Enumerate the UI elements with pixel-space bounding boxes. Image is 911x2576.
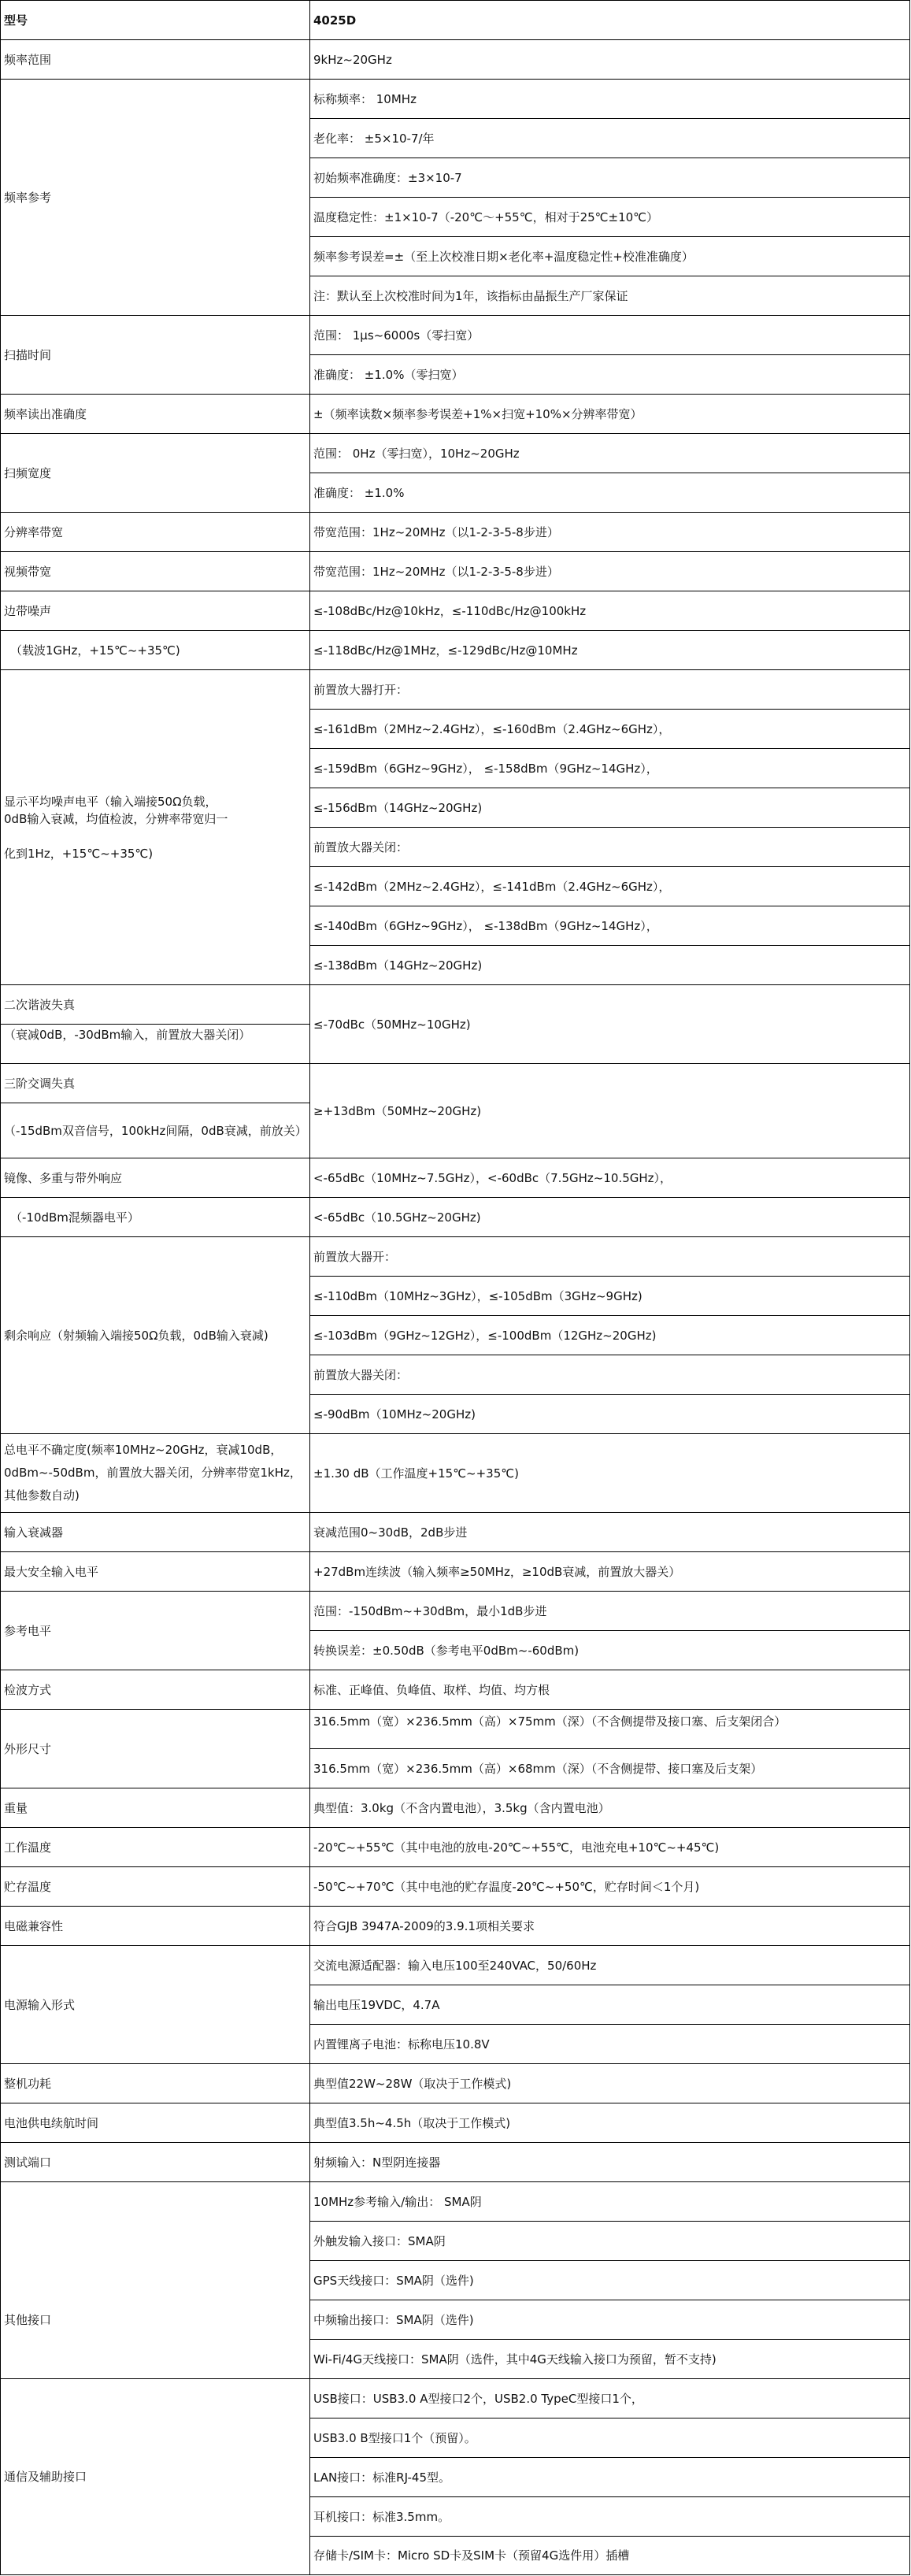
- row-value: [309, 1394, 910, 1434]
- value-text: 典型值：3.0kg（不含内置电池），3.5kg（含内置电池）: [313, 1800, 610, 1815]
- value-text: Wi-Fi/4G天线接口：SMA阴（选件，其中4G天线输入接口为预留，暂不支持): [313, 2352, 717, 2367]
- row-label-phase-noise: [0, 591, 310, 631]
- value-text: USB3.0 B型接口1个（预留）。: [313, 2430, 476, 2445]
- row-label-span: [0, 433, 310, 513]
- row-value: [309, 2457, 910, 2497]
- row-value: [309, 1906, 910, 1946]
- row-label-battery-life: [0, 2103, 310, 2143]
- row-value: [309, 906, 910, 946]
- row-label-dimensions: [0, 1709, 310, 1788]
- value-text: ≤-142dBm（2MHz~2.4GHz），≤-141dBm（2.4GHz~6GHz），: [313, 879, 671, 894]
- row-value: [309, 1512, 910, 1552]
- value-text: 中频输出接口：SMA阴（选件): [313, 2312, 474, 2327]
- row-label-max-safe-input: [0, 1551, 310, 1592]
- row-value: [309, 1315, 910, 1355]
- row-value: [309, 1945, 910, 1985]
- row-value: [309, 945, 910, 985]
- label-line: 0dB输入衰减，均值检波，分辨率带宽归一: [4, 811, 228, 826]
- row-value: [309, 1748, 910, 1788]
- row-label: 扫描时间: [4, 347, 52, 362]
- row-value: [309, 709, 910, 749]
- row-label-toi: [0, 1063, 310, 1103]
- label-line: 显示平均噪声电平（输入端接50Ω负载，: [4, 794, 217, 809]
- row-value: [309, 984, 910, 1064]
- row-label-image-response: [0, 1158, 310, 1198]
- row-value: [309, 866, 910, 906]
- row-label-test-port: [0, 2142, 310, 2182]
- row-label: 电池供电续航时间: [4, 2115, 99, 2130]
- row-value: [309, 1433, 910, 1513]
- row-label: 分辨率带宽: [4, 524, 64, 539]
- value-text: ≤-161dBm（2MHz~2.4GHz），≤-160dBm（2.4GHz~6GHz），: [313, 721, 671, 736]
- value-text: ≤-138dBm（14GHz~20GHz): [313, 958, 483, 973]
- value-text: ≥+13dBm（50MHz~20GHz): [313, 1103, 482, 1118]
- row-label-frequency-readout-accuracy: [0, 394, 310, 434]
- value-text: 衰减范围0~30dB，2dB步进: [313, 1525, 468, 1540]
- value-text: GPS天线接口：SMA阴（选件): [313, 2273, 474, 2288]
- value-text: -20℃~+55℃（其中电池的放电-20℃~+55℃，电池充电+10℃~+45℃): [313, 1840, 720, 1855]
- value-text: 316.5mm（宽）×236.5mm（高）×75mm（深）（不含侧提带及接口塞、后支架闭合）: [313, 1714, 787, 1729]
- row-label-mixer-level: [0, 1197, 310, 1237]
- row-value: [309, 551, 910, 591]
- value-text: ≤-108dBc/Hz@10kHz，≤-110dBc/Hz@100kHz: [313, 603, 587, 618]
- row-value: [309, 1788, 910, 1828]
- row-label-power-input: [0, 1945, 310, 2064]
- row-label: 镜像、多重与带外响应: [4, 1170, 123, 1185]
- value-text: ±1.30 dB（工作温度+15℃~+35℃): [313, 1466, 519, 1481]
- value-text: 转换误差：±0.50dB（参考电平0dBm~-60dBm): [313, 1643, 580, 1658]
- row-label: 其他接口: [4, 2312, 52, 2327]
- row-value: [309, 1866, 910, 1907]
- row-value: [309, 788, 910, 828]
- value-text: 温度稳定性：±1×10-7（-20℃～+55℃，相对于25℃±10℃）: [313, 209, 659, 224]
- row-label-frequency-reference: [0, 79, 310, 316]
- value-text: 准确度： ±1.0%: [313, 485, 405, 500]
- value-text: 存储卡/SIM卡：Micro SD卡及SIM卡（预留4G选件用）插槽: [313, 2548, 630, 2563]
- value-text: 带宽范围：1Hz~20MHz（以1-2-3-5-8步进）: [313, 564, 559, 579]
- row-label-weight: [0, 1788, 310, 1828]
- row-value: [309, 197, 910, 237]
- row-label: 频率读出准确度: [4, 406, 87, 421]
- row-label: 频率参考: [4, 190, 52, 205]
- value-text: 前置放大器开：: [313, 1249, 397, 1264]
- value-text: 内置锂离子电池：标称电压10.8V: [313, 2037, 490, 2052]
- row-value: [309, 748, 910, 788]
- value-text: 符合GJB 3947A-2009的3.9.1项相关要求: [313, 1918, 535, 1933]
- row-label-phase-noise-condition: [0, 630, 310, 670]
- row-value: [309, 276, 910, 316]
- row-value: [309, 591, 910, 631]
- row-value: [309, 1630, 910, 1670]
- value-text: 外触发输入接口：SMA阴: [313, 2233, 446, 2248]
- row-label: 最大安全输入电平: [4, 1564, 99, 1579]
- row-value: [309, 2496, 910, 2537]
- row-label-input-attenuator: [0, 1512, 310, 1552]
- row-label-sweep-time: [0, 315, 310, 395]
- value-text: ±（频率读数×频率参考误差+1%×扫宽+10%×分辨率带宽）: [313, 406, 643, 421]
- value-text: ≤-103dBm（9GHz~12GHz），≤-100dBm（12GHz~20GHz): [313, 1328, 657, 1343]
- row-value: [309, 2221, 910, 2261]
- row-label: 整机功耗: [4, 2076, 52, 2091]
- value-text: 注：默认至上次校准时间为1年，该指标由晶振生产厂家保证: [313, 288, 628, 303]
- row-label-communication-interfaces: [0, 2378, 310, 2575]
- row-condition: （-15dBm双音信号，100kHz间隔，0dB衰减，前放关）: [4, 1123, 307, 1138]
- row-label: 电磁兼容性: [4, 1918, 64, 1933]
- row-value: [309, 1827, 910, 1867]
- header-value-cell: [309, 0, 910, 40]
- header-label-cell: [0, 0, 310, 40]
- row-value: [309, 315, 910, 355]
- row-condition: （衰减0dB，-30dBm输入，前置放大器关闭）: [4, 1028, 251, 1042]
- row-label-vbw: [0, 551, 310, 591]
- row-label-emc: [0, 1906, 310, 1946]
- row-value: [309, 2300, 910, 2340]
- row-value: [309, 2024, 910, 2064]
- value-text: LAN接口：标准RJ-45型。: [313, 2470, 450, 2485]
- value-text: 典型值3.5h~4.5h（取决于工作模式): [313, 2115, 511, 2130]
- row-value: [309, 1985, 910, 2025]
- value-text: 典型值22W~28W（取决于工作模式): [313, 2076, 512, 2091]
- value-text: 标称频率： 10MHz: [313, 91, 417, 106]
- value-text: ≤-110dBm（10MHz~3GHz），≤-105dBm（3GHz~9GHz): [313, 1288, 643, 1303]
- row-value: [309, 433, 910, 473]
- header-label: 型号: [4, 13, 28, 28]
- row-label: （载波1GHz，+15℃~+35℃): [10, 643, 180, 658]
- row-value: [309, 1063, 910, 1158]
- row-condition-toi: [0, 1103, 310, 1158]
- row-label-power-consumption: [0, 2063, 310, 2103]
- value-text: 前置放大器关闭：: [313, 1367, 409, 1382]
- row-value: [309, 2103, 910, 2143]
- row-value: [309, 79, 910, 119]
- row-value-frequency-range: [309, 39, 910, 80]
- value-text: ≤-118dBc/Hz@1MHz，≤-129dBc/Hz@10MHz: [313, 643, 578, 658]
- value-text: 交流电源适配器：输入电压100至240VAC，50/60Hz: [313, 1958, 597, 1973]
- row-label-storage-temperature: [0, 1866, 310, 1907]
- value-text: USB接口：USB3.0 A型接口2个，USB2.0 TypeC型接口1个，: [313, 2391, 643, 2406]
- value-text: 耳机接口：标准3.5mm。: [313, 2509, 450, 2524]
- model-number: 4025D: [313, 13, 357, 28]
- value-text: 频率参考误差=±（至上次校准日期×老化率+温度稳定性+校准准确度）: [313, 249, 694, 264]
- row-value: [309, 1670, 910, 1710]
- row-label: 通信及辅助接口: [4, 2470, 87, 2484]
- row-value: [309, 118, 910, 158]
- value-text: ≤-140dBm（6GHz~9GHz）， ≤-138dBm（9GHz~14GHz），: [313, 918, 658, 933]
- row-value: [309, 827, 910, 867]
- row-value: [309, 2142, 910, 2182]
- value-text: <-65dBc（10.5GHz~20GHz): [313, 1210, 481, 1225]
- row-label-other-interfaces: [0, 2181, 310, 2379]
- value-text: 射频输入：N型阴连接器: [313, 2155, 441, 2170]
- value-text: +27dBm连续波（输入频率≥50MHz，≥10dB衰减，前置放大器关）: [313, 1564, 681, 1579]
- value-text: 范围： 1μs~6000s（零扫宽）: [313, 328, 480, 343]
- row-label: 贮存温度: [4, 1879, 52, 1894]
- value-text: 输出电压19VDC，4.7A: [313, 1997, 440, 2012]
- row-label-danl: [0, 669, 310, 985]
- row-value: [309, 2063, 910, 2103]
- value-text: 老化率： ±5×10-7/年: [313, 131, 435, 146]
- row-value: [309, 2339, 910, 2379]
- row-label: 重量: [4, 1800, 28, 1815]
- row-value: [309, 1591, 910, 1631]
- row-condition-second-harmonic: [0, 1024, 310, 1064]
- row-label: 边带噪声: [4, 603, 52, 618]
- row-value: [309, 1197, 910, 1237]
- row-value: [309, 2536, 910, 2575]
- row-label: 工作温度: [4, 1840, 52, 1855]
- row-label-second-harmonic: [0, 984, 310, 1025]
- value-text: -50℃~+70℃（其中电池的贮存温度-20℃~+50℃，贮存时间＜1个月): [313, 1879, 700, 1894]
- row-value: [309, 669, 910, 710]
- value-text: <-65dBc（10MHz~7.5GHz），<-60dBc（7.5GHz~10.5GHz），: [313, 1170, 672, 1185]
- row-value: [309, 2418, 910, 2458]
- row-value: [309, 1276, 910, 1316]
- row-label: 扫频宽度: [4, 465, 52, 480]
- row-value: [309, 354, 910, 395]
- value-text: ≤-159dBm（6GHz~9GHz）， ≤-158dBm（9GHz~14GHz），: [313, 761, 658, 776]
- label-gap: [4, 828, 228, 845]
- row-value: [309, 158, 910, 198]
- row-value: [309, 2260, 910, 2300]
- row-label-detector: [0, 1670, 310, 1710]
- row-label: 总电平不确定度(频率10MHz~20GHz，衰减10dB，0dBm~-50dBm，前置放大器关闭，分辨率带宽1kHz，其他参数自动): [4, 1443, 302, 1503]
- value-text: 范围：-150dBm~+30dBm，最小1dB步进: [313, 1603, 547, 1618]
- row-label: 三阶交调失真: [4, 1076, 76, 1091]
- row-label-rbw: [0, 512, 310, 552]
- value-text: ≤-90dBm（10MHz~20GHz): [313, 1407, 476, 1421]
- row-label: （-10dBm混频器电平）: [10, 1210, 139, 1225]
- row-label-frequency-range: [0, 39, 310, 80]
- value-text: 带宽范围：1Hz~20MHz（以1-2-3-5-8步进）: [313, 524, 559, 539]
- label-line: 化到1Hz，+15℃~+35℃): [4, 846, 154, 861]
- row-label: 输入衰减器: [4, 1525, 64, 1540]
- row-label: 频率范围: [4, 52, 52, 67]
- value-text: 10MHz参考输入/输出： SMA阴: [313, 2194, 482, 2209]
- row-value: [309, 1709, 910, 1749]
- row-label: 参考电平: [4, 1623, 52, 1638]
- row-label: [4, 793, 228, 862]
- row-label: 外形尺寸: [4, 1741, 52, 1756]
- row-label: 二次谐波失真: [4, 997, 76, 1012]
- row-label: 剩余响应（射频输入端接50Ω负载，0dB输入衰减): [4, 1328, 268, 1343]
- row-value: [309, 473, 910, 513]
- row-label-operating-temperature: [0, 1827, 310, 1867]
- value-text: 前置放大器打开：: [313, 682, 409, 697]
- row-label-residual-response: [0, 1236, 310, 1434]
- value-text: ≤-70dBc（50MHz~10GHz): [313, 1017, 471, 1032]
- value-text: ≤-156dBm（14GHz~20GHz): [313, 800, 483, 815]
- row-value: [309, 236, 910, 276]
- row-value: [309, 1355, 910, 1395]
- row-label-total-level-uncertainty: [0, 1433, 310, 1513]
- value-text: 前置放大器关闭：: [313, 840, 409, 854]
- row-label: 电源输入形式: [4, 1997, 76, 2012]
- row-value: [309, 2181, 910, 2222]
- value-text: 范围： 0Hz（零扫宽），10Hz~20GHz: [313, 446, 520, 461]
- row-value: [309, 512, 910, 552]
- row-label-reference-level: [0, 1591, 310, 1670]
- value-text: 316.5mm（宽）×236.5mm（高）×68mm（深）（不含侧提带、接口塞及后支架）: [313, 1761, 763, 1776]
- row-value: [309, 1551, 910, 1592]
- row-value: [309, 630, 910, 670]
- row-value: 9kHz~20GHz: [313, 52, 392, 67]
- row-label: 测试端口: [4, 2155, 52, 2170]
- row-value: [309, 394, 910, 434]
- row-label: 视频带宽: [4, 564, 52, 579]
- value-text: 标准、正峰值、负峰值、取样、均值、均方根: [313, 1682, 550, 1697]
- row-value: [309, 1236, 910, 1277]
- value-text: 初始频率准确度：±3×10-7: [313, 170, 462, 185]
- row-value: [309, 1158, 910, 1198]
- row-value: [309, 2378, 910, 2418]
- row-label: 检波方式: [4, 1682, 52, 1697]
- value-text: 准确度： ±1.0%（零扫宽）: [313, 367, 464, 382]
